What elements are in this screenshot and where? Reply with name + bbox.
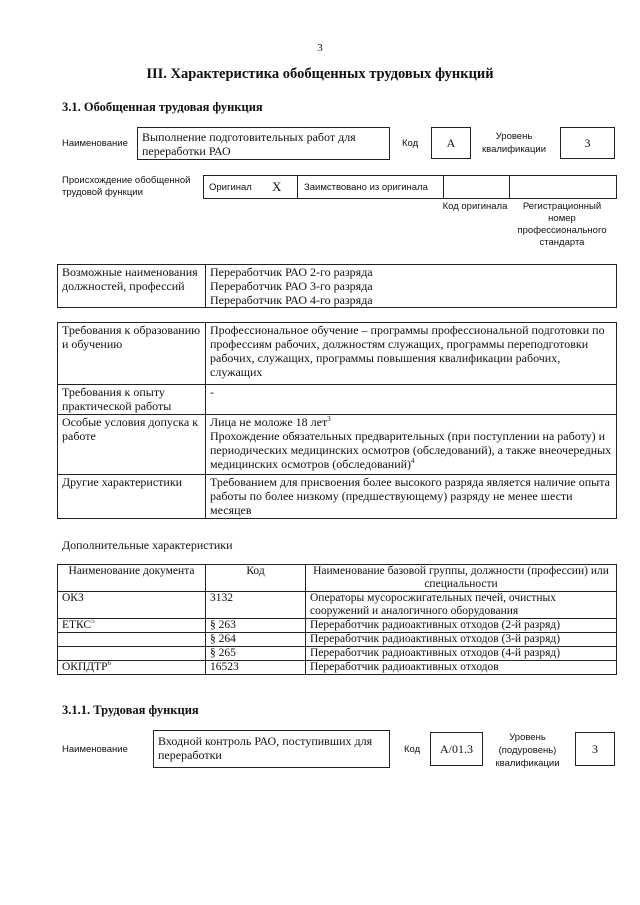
gtf-code-label: Код bbox=[402, 138, 419, 149]
table-row bbox=[58, 619, 617, 633]
position-item: Переработчик РАО 2-го разряда bbox=[210, 265, 373, 279]
name-cell: Переработчик радиоактивных отходов (2-й разряд) bbox=[306, 619, 617, 633]
additional-header-row bbox=[58, 565, 617, 592]
table-row bbox=[58, 592, 617, 619]
header-code: Код bbox=[206, 565, 306, 592]
doc-cell bbox=[58, 633, 206, 647]
origin-divider-1 bbox=[297, 176, 298, 199]
requirement-value: - bbox=[206, 385, 617, 415]
code-original-caption: Код оригинала bbox=[442, 201, 508, 212]
subsubsection-title: 3.1.1. Трудовая функция bbox=[62, 703, 199, 717]
position-item: Переработчик РАО 3-го разряда bbox=[210, 279, 373, 293]
origin-divider-2 bbox=[443, 176, 444, 199]
requirement-row bbox=[58, 415, 617, 475]
gtf-name-label: Наименование bbox=[62, 138, 128, 149]
origin-row bbox=[203, 175, 617, 199]
tf-code-label: Код bbox=[404, 744, 421, 755]
footnote-ref-4: 4 bbox=[411, 457, 415, 465]
code-cell: § 263 bbox=[206, 619, 306, 633]
code-cell: § 265 bbox=[206, 647, 306, 661]
doc-cell: ОКПДТР$^6$ bbox=[58, 661, 206, 675]
tf-code-box: A/01.3 bbox=[430, 732, 483, 766]
doc-cell: ОКЗ bbox=[58, 592, 206, 619]
additional-table bbox=[57, 564, 617, 675]
gtf-level-label: Уровень квалификации bbox=[481, 131, 547, 155]
header-document: Наименование документа bbox=[58, 565, 206, 592]
header-name: Наименование базовой группы, должности (профессии) или специальности bbox=[306, 565, 617, 592]
reg-number-caption: Регистрационный номер профессионального стандарта bbox=[517, 201, 607, 248]
code-cell: 3132 bbox=[206, 592, 306, 619]
name-cell: Операторы мусоросжигательных печей, очистных сооружений и аналогичного оборудования bbox=[306, 592, 617, 619]
name-cell: Переработчик радиоактивных отходов bbox=[306, 661, 617, 675]
table-row bbox=[58, 647, 617, 661]
gtf-name-box: Выполнение подготовительных работ для переработки РАО bbox=[137, 127, 390, 160]
tf-level-box: 3 bbox=[575, 732, 615, 766]
requirement-value bbox=[206, 415, 617, 475]
name-cell: Переработчик радиоактивных отходов (3-й разряд) bbox=[306, 633, 617, 647]
positions-table bbox=[57, 264, 617, 308]
requirement-value: Требованием для присвоения более высокого разряда является наличие опыта работы по более низкому (предшествующему) разряду не менее шести месяцев bbox=[206, 475, 617, 519]
code-cell: 16523 bbox=[206, 661, 306, 675]
gtf-code-box: A bbox=[431, 127, 471, 159]
requirements-table bbox=[57, 322, 617, 519]
requirement-label: Особые условия допуска к работе bbox=[58, 415, 206, 475]
table-row bbox=[58, 661, 617, 675]
borrowed-label: Заимствовано из оригинала bbox=[304, 182, 428, 193]
age-requirement: Лица не моложе 18 лет$^3$ bbox=[210, 415, 331, 429]
additional-title: Дополнительные характеристики bbox=[62, 538, 233, 552]
gtf-level-box: 3 bbox=[560, 127, 615, 159]
section-title: III. Характеристика обобщенных трудовых функций bbox=[146, 66, 494, 82]
positions-label: Возможные наименования должностей, профессий bbox=[58, 265, 206, 308]
footnote-ref-3: 3 bbox=[327, 415, 331, 423]
tf-level-label: Уровень (подуровень) квалификации bbox=[495, 732, 560, 769]
doc-cell bbox=[58, 647, 206, 661]
page-number: 3 bbox=[317, 42, 323, 54]
requirement-row bbox=[58, 323, 617, 385]
position-item: Переработчик РАО 4-го разряда bbox=[210, 293, 373, 307]
requirement-label: Требования к образованию и обучению bbox=[58, 323, 206, 385]
tf-name-label: Наименование bbox=[62, 744, 128, 755]
original-label: Оригинал bbox=[209, 182, 252, 193]
origin-label: Происхождение обобщенной трудовой функции bbox=[62, 175, 191, 198]
positions-list bbox=[206, 265, 617, 308]
code-cell: § 264 bbox=[206, 633, 306, 647]
requirement-label: Другие характеристики bbox=[58, 475, 206, 519]
medical-requirement: Прохождение обязательных предварительных (при поступлении на работу) и периодических медицинских осмотров (обследований), а также внеочередных медицинских осмотров (обследований)$^4$ bbox=[210, 429, 612, 471]
requirement-label: Требования к опыту практической работы bbox=[58, 385, 206, 415]
name-cell: Переработчик радиоактивных отходов (4-й разряд) bbox=[306, 647, 617, 661]
origin-divider-3 bbox=[509, 176, 510, 199]
original-mark: X bbox=[272, 179, 282, 194]
tf-name-box: Входной контроль РАО, поступивших для переработки bbox=[153, 730, 390, 768]
table-row bbox=[58, 633, 617, 647]
requirement-value: Профессиональное обучение – программы профессиональной подготовки по профессиям рабочих, должностям служащих, программы переподготовки рабочих, служащих, программы повышения квалификации рабочих, служащих bbox=[206, 323, 617, 385]
doc-cell: ЕТКС$^5$ bbox=[58, 619, 206, 633]
subsection-title: 3.1. Обобщенная трудовая функция bbox=[62, 100, 263, 114]
requirement-row bbox=[58, 385, 617, 415]
requirement-row bbox=[58, 475, 617, 519]
